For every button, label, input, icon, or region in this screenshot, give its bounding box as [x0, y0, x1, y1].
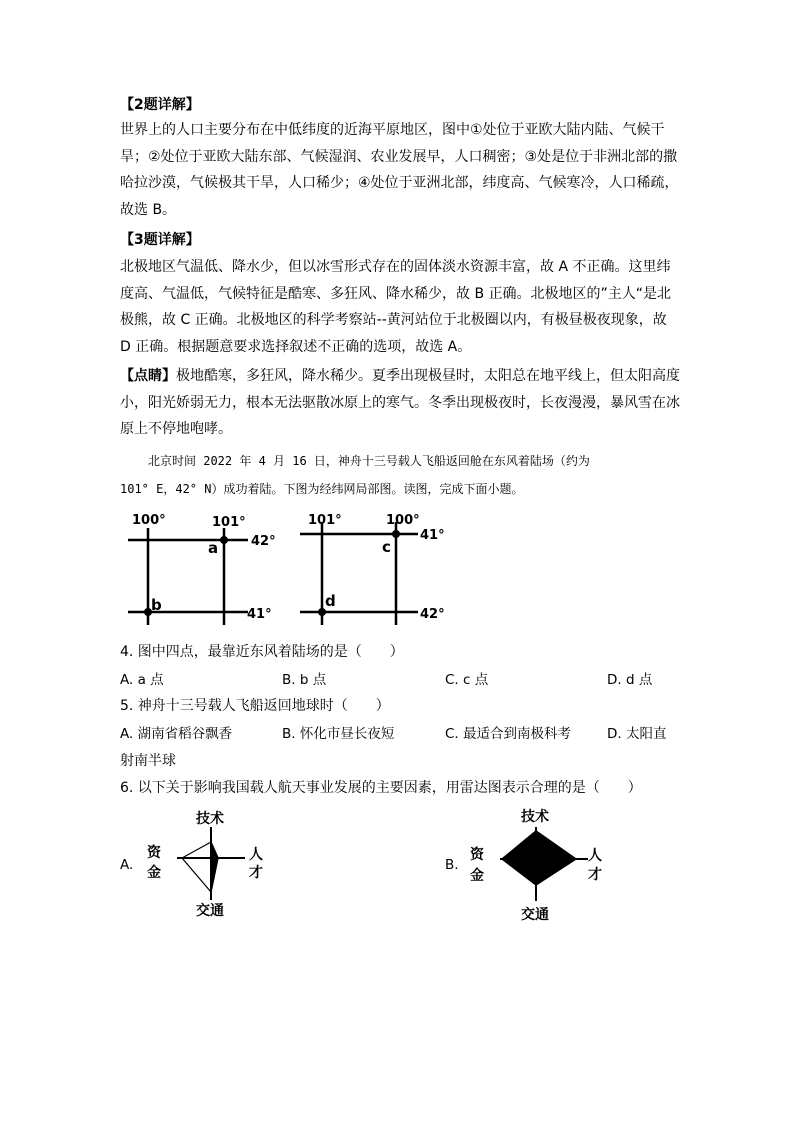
tip-body: 极地酷寒，多狂风，降水稀少。夏季出现极昼时，太阳总在地平线上，但太阳高度小，阳光娇弱无力，根本无法驱散冰原上的寒气。冬季出现极夜时，长夜漫漫，暴风雪在冰原上不停地咆哮。: [120, 368, 680, 437]
q5-option-a[interactable]: A. 湖南省稻谷飘香: [120, 726, 233, 742]
radar-b-label-funds-1: 资: [470, 847, 484, 863]
radar-a-shape-outline: [182, 842, 211, 892]
tip-label: 【点睛】: [120, 368, 176, 384]
grid-map-2: [298, 508, 458, 633]
radar-a-label-talent-2: 才: [249, 865, 263, 881]
grid2-point-c-label: c: [382, 538, 391, 556]
radar-b-label-tech: 技术: [521, 809, 549, 825]
q6-option-b-label[interactable]: B.: [445, 857, 459, 873]
intro-line-2: 101° E，42° N）成功着陆。下图为经纬网局部图。读图，完成下面小题。: [120, 482, 524, 496]
radar-b-label-talent-2: 才: [588, 867, 602, 883]
grid2-point-d-label: d: [325, 592, 336, 610]
grid2-lat-bottom-label: 42°: [420, 607, 445, 622]
q3-body: 北极地区气温低、降水少，但以冰雪形式存在的固体淡水资源丰富，故 A 不正确。这里纬度高、气温低，气候特征是酷寒、多狂风、降水稀少，故 B 正确。北极地区的”主人“是北极熊，故 C 正确。北极地区的科学考察站--黄河站位于北极圈以内，有极昼极夜现象，故 D 正确。根据题意要求选择叙述不正确的选项，故选 A。: [120, 259, 672, 355]
q6-stem: 6. 以下关于影响我国载人航天事业发展的主要因素，用雷达图表示合理的是（ ）: [120, 780, 642, 796]
radar-chart-a: [135, 805, 285, 920]
radar-b-label-transport: 交通: [521, 907, 549, 923]
radar-a-label-funds-1: 资: [147, 845, 161, 861]
grid1-point-b-label: b: [151, 596, 162, 614]
q4-option-c[interactable]: C. c 点: [445, 672, 489, 688]
q6-option-a-label[interactable]: A.: [120, 857, 134, 873]
q4-option-d[interactable]: D. d 点: [607, 672, 653, 688]
grid2-lon-left-label: 101°: [308, 513, 342, 528]
grid2-lat-top-label: 41°: [420, 528, 445, 543]
q4-option-b[interactable]: B. b 点: [282, 672, 327, 688]
q4-option-a[interactable]: A. a 点: [120, 672, 164, 688]
radar-a-label-transport: 交通: [196, 903, 224, 919]
radar-chart-b: [460, 803, 620, 923]
radar-b-label-talent-1: 人: [588, 848, 602, 864]
radar-a-label-talent-1: 人: [249, 847, 263, 863]
q4-stem: 4. 图中四点，最靠近东风着陆场的是（ ）: [120, 644, 404, 660]
grid1-lon-right-label: 101°: [212, 515, 246, 530]
tip-paragraph: [120, 363, 680, 443]
grid1-point-a-label: a: [208, 539, 219, 557]
radar-a-label-tech: 技术: [196, 811, 224, 827]
q2-heading: 【2题详解】: [120, 97, 200, 113]
q2-body: 世界上的人口主要分布在中低纬度的近海平原地区，图中①处位于亚欧大陆内陆、气候干旱；②处位于亚欧大陆东部、气候湿润、农业发展早，人口稠密；③处是位于非洲北部的撒哈拉沙漠，气候极其干旱，人口稀少；④处位于亚洲北部，纬度高、气候寒冷，人口稀疏，故选 B。: [120, 122, 679, 218]
grid1-lon-left-label: 100°: [132, 513, 166, 528]
intro-line-1: 北京时间 2022 年 4 月 16 日，神舟十三号载人飞船返回舱在东风着陆场（约为: [148, 454, 590, 468]
radar-a-shape: [211, 842, 218, 892]
radar-b-shape: [502, 831, 576, 885]
q5-option-b[interactable]: B. 怀化市昼长夜短: [282, 726, 395, 742]
grid1-point-a: [220, 536, 228, 544]
grid2-lon-right-label: 100°: [386, 513, 420, 528]
q5-stem: 5. 神舟十三号载人飞船返回地球时（ ）: [120, 698, 390, 714]
q3-heading: 【3题详解】: [120, 232, 200, 248]
grid2-point-c: [392, 530, 400, 538]
radar-a-label-funds-2: 金: [147, 865, 161, 881]
grid1-lat-bottom-label: 41°: [247, 607, 272, 622]
grid1-lat-top-label: 42°: [251, 534, 276, 549]
radar-b-label-funds-2: 金: [470, 868, 484, 884]
grid-map-1: [120, 508, 290, 633]
q5-option-c[interactable]: C. 最适合到南极科考: [445, 726, 572, 742]
q5-option-d[interactable]: D. 太阳直: [607, 726, 667, 742]
q5-option-d-continuation: 射南半球: [120, 753, 176, 769]
